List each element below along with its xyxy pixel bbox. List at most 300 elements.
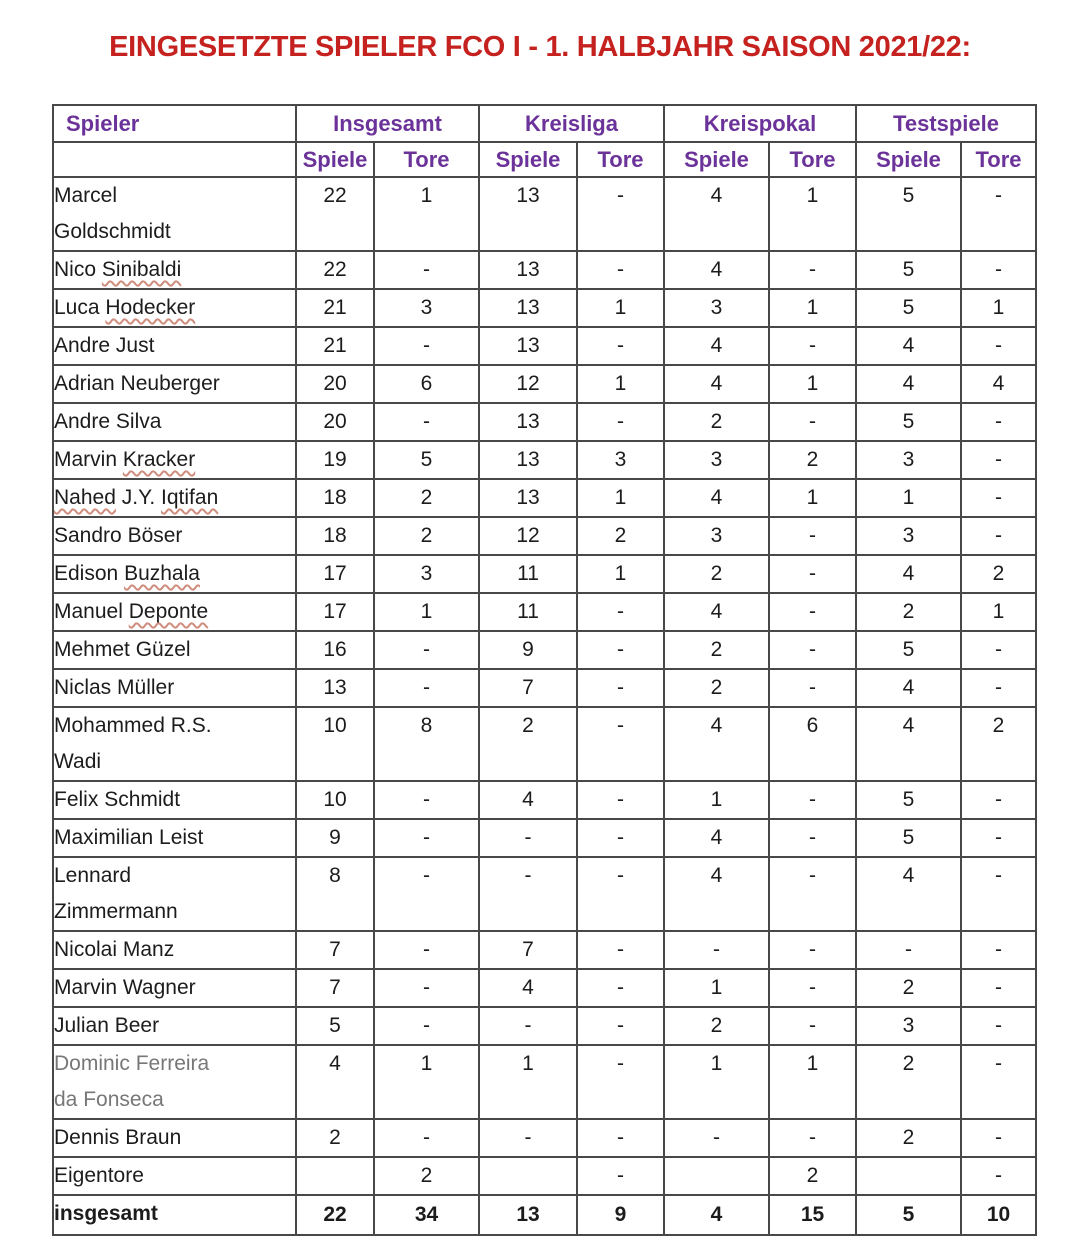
name-word: Müller <box>117 676 175 699</box>
stat-cell: 1 <box>856 479 961 517</box>
stat-cell: 1 <box>577 289 664 327</box>
player-name-cell <box>53 1157 296 1195</box>
name-word: Wagner <box>122 976 196 999</box>
table-row <box>53 479 1036 517</box>
stat-cell: 2 <box>961 707 1036 781</box>
name-word: insgesamt <box>54 1202 158 1225</box>
name-word: da <box>54 1088 78 1111</box>
stat-cell: - <box>577 1007 664 1045</box>
name-word: Andre <box>54 410 111 433</box>
stat-cell: - <box>374 1119 479 1157</box>
stat-cell: 4 <box>856 365 961 403</box>
stat-cell: 3 <box>856 517 961 555</box>
stat-cell: 7 <box>479 931 577 969</box>
player-name-cell <box>53 289 296 327</box>
stat-cell: 5 <box>856 819 961 857</box>
stat-cell: - <box>961 819 1036 857</box>
stat-cell: - <box>961 517 1036 555</box>
stat-cell: 2 <box>577 517 664 555</box>
stat-cell: - <box>374 819 479 857</box>
stat-cell: - <box>577 969 664 1007</box>
stat-cell: 7 <box>296 969 374 1007</box>
stat-cell: 5 <box>856 289 961 327</box>
stat-cell: 10 <box>296 781 374 819</box>
name-word: Dennis <box>54 1126 120 1149</box>
totals-row <box>53 1195 1036 1235</box>
stat-cell: 8 <box>374 707 479 781</box>
player-name-cell <box>53 931 296 969</box>
stat-cell: 3 <box>856 441 961 479</box>
name-word: Braun <box>125 1126 182 1149</box>
player-name-cell <box>53 669 296 707</box>
stat-cell: - <box>374 931 479 969</box>
stat-cell: 5 <box>856 631 961 669</box>
stat-cell: - <box>769 931 856 969</box>
group-header-insgesamt: Insgesamt <box>296 105 479 142</box>
stat-cell: 13 <box>479 289 577 327</box>
stat-cell: 11 <box>479 555 577 593</box>
stat-cell: 4 <box>664 251 769 289</box>
stat-cell: 5 <box>856 251 961 289</box>
stat-cell: 2 <box>961 555 1036 593</box>
stat-cell: - <box>769 593 856 631</box>
stat-cell: 22 <box>296 177 374 251</box>
table-row <box>53 177 1036 251</box>
stat-cell: - <box>961 177 1036 251</box>
stat-cell: - <box>577 1045 664 1119</box>
subheader-spiele: Spiele <box>664 142 769 177</box>
name-word: Fonseca <box>83 1088 164 1111</box>
stat-cell: - <box>769 327 856 365</box>
stat-cell: 4 <box>664 707 769 781</box>
table-row <box>53 819 1036 857</box>
stat-cell: 2 <box>479 707 577 781</box>
stat-cell: - <box>769 969 856 1007</box>
stat-cell: 11 <box>479 593 577 631</box>
stat-cell: - <box>577 819 664 857</box>
name-word: Zimmermann <box>54 900 178 923</box>
stat-cell: - <box>577 931 664 969</box>
stat-cell: 13 <box>479 251 577 289</box>
stat-cell: - <box>769 517 856 555</box>
player-name-cell <box>53 1045 296 1119</box>
stat-cell: 4 <box>664 177 769 251</box>
stat-cell: 12 <box>479 517 577 555</box>
stat-cell: 3 <box>374 555 479 593</box>
stat-cell: - <box>769 1119 856 1157</box>
stat-cell: 1 <box>479 1045 577 1119</box>
stat-cell: 1 <box>961 593 1036 631</box>
stat-cell: - <box>961 441 1036 479</box>
stat-cell: - <box>769 403 856 441</box>
stat-cell: 4 <box>856 669 961 707</box>
name-word: Niclas <box>54 676 112 699</box>
stat-cell: - <box>961 631 1036 669</box>
name-word: Sandro <box>54 524 122 547</box>
table-row <box>53 781 1036 819</box>
name-word: Beer <box>114 1014 160 1037</box>
stat-cell: 22 <box>296 1195 374 1235</box>
player-name-cell <box>53 441 296 479</box>
stat-cell: - <box>961 1157 1036 1195</box>
stat-cell: - <box>479 819 577 857</box>
table-row <box>53 1007 1036 1045</box>
stat-cell: - <box>961 969 1036 1007</box>
player-name-cell <box>53 365 296 403</box>
name-word: Julian <box>54 1014 109 1037</box>
stat-cell: 34 <box>374 1195 479 1235</box>
stat-cell: 2 <box>664 669 769 707</box>
players-table <box>52 104 1037 1236</box>
stat-cell: 7 <box>296 931 374 969</box>
name-word: Wadi <box>54 750 102 773</box>
table-row <box>53 403 1036 441</box>
player-name-cell <box>53 177 296 251</box>
stat-cell: 9 <box>577 1195 664 1235</box>
stat-cell: - <box>769 555 856 593</box>
stat-cell: 9 <box>296 819 374 857</box>
stat-cell: - <box>577 593 664 631</box>
sub-header-row <box>53 142 1036 177</box>
name-word: Dominic <box>54 1052 130 1075</box>
stat-cell: - <box>577 631 664 669</box>
stat-cell: 1 <box>664 1045 769 1119</box>
stat-cell: - <box>961 1007 1036 1045</box>
stat-cell: - <box>961 251 1036 289</box>
name-word: Edison <box>54 562 119 585</box>
stat-cell: 3 <box>577 441 664 479</box>
stat-cell: 1 <box>769 1045 856 1119</box>
stat-cell: - <box>374 1007 479 1045</box>
stat-cell: - <box>961 669 1036 707</box>
stat-cell: 19 <box>296 441 374 479</box>
stat-cell: 8 <box>296 857 374 931</box>
stat-cell: - <box>961 403 1036 441</box>
player-name-cell <box>53 857 296 931</box>
stat-cell: 2 <box>664 631 769 669</box>
stat-cell: 7 <box>479 669 577 707</box>
stat-cell: 13 <box>479 1195 577 1235</box>
stat-cell: - <box>769 669 856 707</box>
stat-cell: - <box>374 327 479 365</box>
misspelled-word: Kracker <box>122 448 196 471</box>
stat-cell: 5 <box>856 403 961 441</box>
player-name-cell <box>53 593 296 631</box>
subheader-spiele: Spiele <box>856 142 961 177</box>
stat-cell: 17 <box>296 555 374 593</box>
table-row <box>53 707 1036 781</box>
name-word: Marvin <box>54 448 118 471</box>
stat-cell: - <box>577 707 664 781</box>
stat-cell: - <box>577 1157 664 1195</box>
player-name-cell <box>53 707 296 781</box>
stat-cell: - <box>374 403 479 441</box>
name-word: R.S. <box>170 714 212 737</box>
stat-cell: 1 <box>769 289 856 327</box>
table-row <box>53 857 1036 931</box>
stat-cell: 2 <box>769 1157 856 1195</box>
name-word: Felix <box>54 788 99 811</box>
stat-cell: 9 <box>479 631 577 669</box>
stat-cell: 2 <box>374 517 479 555</box>
stat-cell: 1 <box>374 177 479 251</box>
player-name-cell <box>53 327 296 365</box>
table-row <box>53 1157 1036 1195</box>
table-row <box>53 441 1036 479</box>
stat-cell: 6 <box>374 365 479 403</box>
player-name-cell <box>53 479 296 517</box>
stat-cell: 13 <box>479 327 577 365</box>
stat-cell: - <box>374 251 479 289</box>
misspelled-word: Hodecker <box>105 296 196 319</box>
stat-cell: 4 <box>479 781 577 819</box>
name-word: Adrian <box>54 372 115 395</box>
stat-cell: 5 <box>296 1007 374 1045</box>
stat-cell: 4 <box>856 707 961 781</box>
misspelled-word: Iqtifan <box>161 486 219 509</box>
stat-cell: - <box>374 631 479 669</box>
stat-cell: 4 <box>664 819 769 857</box>
stat-cell: 2 <box>374 479 479 517</box>
name-word: Silva <box>115 410 162 433</box>
stat-cell <box>856 1157 961 1195</box>
subheader-tore: Tore <box>769 142 856 177</box>
stat-cell: - <box>961 1119 1036 1157</box>
name-word: Böser <box>127 524 183 547</box>
table-row <box>53 555 1036 593</box>
stat-cell: 2 <box>664 1007 769 1045</box>
stat-cell: 1 <box>769 365 856 403</box>
name-word: Luca <box>54 296 100 319</box>
stat-cell: 5 <box>374 441 479 479</box>
stat-cell: 1 <box>664 969 769 1007</box>
empty-header-cell <box>53 142 296 177</box>
stat-cell: - <box>577 177 664 251</box>
table-row <box>53 289 1036 327</box>
table-row <box>53 969 1036 1007</box>
stat-cell: 13 <box>479 441 577 479</box>
stat-cell: 4 <box>664 1195 769 1235</box>
stat-cell: 10 <box>296 707 374 781</box>
stat-cell: - <box>769 819 856 857</box>
name-word: Mohammed <box>54 714 165 737</box>
stat-cell: 2 <box>296 1119 374 1157</box>
player-name-cell <box>53 251 296 289</box>
stat-cell: - <box>374 969 479 1007</box>
name-word: Nico <box>54 258 97 281</box>
stat-cell: 5 <box>856 781 961 819</box>
stat-cell: 20 <box>296 403 374 441</box>
name-word: Lennard <box>54 864 132 887</box>
stat-cell: - <box>856 931 961 969</box>
name-word: Manuel <box>54 600 123 623</box>
player-name-cell <box>53 555 296 593</box>
stat-cell: - <box>961 479 1036 517</box>
name-word: Goldschmidt <box>54 220 171 243</box>
stat-cell: - <box>374 669 479 707</box>
player-name-cell <box>53 631 296 669</box>
misspelled-word: Nahed <box>54 486 116 509</box>
stat-cell: 5 <box>856 177 961 251</box>
subheader-tore: Tore <box>961 142 1036 177</box>
stat-cell: - <box>961 781 1036 819</box>
stat-cell: 1 <box>577 555 664 593</box>
stat-cell: 4 <box>479 969 577 1007</box>
stat-cell: 1 <box>374 593 479 631</box>
stat-cell: 1 <box>961 289 1036 327</box>
player-name-cell <box>53 969 296 1007</box>
stat-cell: 3 <box>664 517 769 555</box>
stat-cell: 16 <box>296 631 374 669</box>
stat-cell: 21 <box>296 289 374 327</box>
totals-label-cell <box>53 1195 296 1235</box>
misspelled-word: Sinibaldi <box>101 258 182 281</box>
stat-cell <box>664 1157 769 1195</box>
stat-cell: - <box>961 327 1036 365</box>
stat-cell: - <box>769 1007 856 1045</box>
table-row <box>53 251 1036 289</box>
stat-cell: 2 <box>769 441 856 479</box>
stat-cell: - <box>577 403 664 441</box>
stat-cell: - <box>577 327 664 365</box>
stat-cell: 4 <box>961 365 1036 403</box>
name-word: Manz <box>122 938 175 961</box>
name-word: Andre <box>54 334 111 357</box>
stat-cell: 3 <box>374 289 479 327</box>
table-row <box>53 1119 1036 1157</box>
stat-cell: 2 <box>856 593 961 631</box>
name-word: Güzel <box>135 638 191 661</box>
stat-cell: 13 <box>479 479 577 517</box>
stat-cell: - <box>577 857 664 931</box>
stat-cell: 1 <box>769 479 856 517</box>
stat-cell <box>479 1157 577 1195</box>
page-title: EINGESETZTE SPIELER FCO I - 1. HALBJAHR SAISON 2021/22: <box>109 31 971 63</box>
name-word: Leist <box>159 826 204 849</box>
stat-cell: - <box>664 1119 769 1157</box>
stat-cell: - <box>374 781 479 819</box>
table-row <box>53 517 1036 555</box>
stat-cell: 13 <box>479 403 577 441</box>
group-header-testspiele: Testspiele <box>856 105 1036 142</box>
stat-cell: - <box>479 857 577 931</box>
stat-cell: - <box>479 1119 577 1157</box>
name-word: Maximilian <box>54 826 154 849</box>
stat-cell: 4 <box>664 857 769 931</box>
stat-cell: 4 <box>296 1045 374 1119</box>
stat-cell: 1 <box>664 781 769 819</box>
table-row <box>53 669 1036 707</box>
stat-cell: - <box>577 1119 664 1157</box>
table-row <box>53 1045 1036 1119</box>
stat-cell: 2 <box>856 1045 961 1119</box>
name-word: Mehmet <box>54 638 130 661</box>
stat-cell: 3 <box>664 289 769 327</box>
stat-cell: 13 <box>479 177 577 251</box>
stat-cell: 22 <box>296 251 374 289</box>
player-name-cell <box>53 403 296 441</box>
stat-cell: - <box>577 781 664 819</box>
subheader-spiele: Spiele <box>296 142 374 177</box>
stat-cell: 12 <box>479 365 577 403</box>
stat-cell: 4 <box>664 479 769 517</box>
stat-cell: 5 <box>856 1195 961 1235</box>
stat-cell: - <box>769 631 856 669</box>
stat-cell: 2 <box>856 969 961 1007</box>
player-name-cell <box>53 819 296 857</box>
stat-cell: - <box>577 251 664 289</box>
table-row <box>53 593 1036 631</box>
name-word: Eigentore <box>54 1164 144 1187</box>
name-word: Ferreira <box>135 1052 210 1075</box>
column-header-spieler: Spieler <box>53 105 296 142</box>
stat-cell: - <box>664 931 769 969</box>
stat-cell: 3 <box>664 441 769 479</box>
group-header-kreisliga: Kreisliga <box>479 105 664 142</box>
stat-cell: 18 <box>296 517 374 555</box>
stat-cell <box>296 1157 374 1195</box>
stat-cell: 21 <box>296 327 374 365</box>
stat-cell: 13 <box>296 669 374 707</box>
stat-cell: - <box>374 857 479 931</box>
name-word: J.Y. <box>121 486 156 509</box>
stat-cell: 2 <box>856 1119 961 1157</box>
group-header-kreispokal: Kreispokal <box>664 105 856 142</box>
stat-cell: 10 <box>961 1195 1036 1235</box>
stat-cell: 3 <box>856 1007 961 1045</box>
table-row <box>53 327 1036 365</box>
stat-cell: 4 <box>856 857 961 931</box>
player-name-cell <box>53 1007 296 1045</box>
stat-cell: 4 <box>856 327 961 365</box>
stat-cell: 2 <box>664 555 769 593</box>
stat-cell: - <box>961 1045 1036 1119</box>
subheader-tore: Tore <box>374 142 479 177</box>
table-row <box>53 931 1036 969</box>
stat-cell: 18 <box>296 479 374 517</box>
stat-cell: 4 <box>664 593 769 631</box>
stat-cell: 20 <box>296 365 374 403</box>
table-row <box>53 365 1036 403</box>
stat-cell: 4 <box>856 555 961 593</box>
name-word: Nicolai <box>54 938 118 961</box>
stat-cell: 1 <box>374 1045 479 1119</box>
stat-cell: - <box>577 669 664 707</box>
subheader-tore: Tore <box>577 142 664 177</box>
name-word: Neuberger <box>120 372 220 395</box>
player-name-cell <box>53 781 296 819</box>
name-word: Schmidt <box>104 788 181 811</box>
stat-cell: - <box>769 781 856 819</box>
stat-cell: 17 <box>296 593 374 631</box>
stat-cell: 6 <box>769 707 856 781</box>
stat-cell: 1 <box>577 365 664 403</box>
stat-cell: - <box>961 931 1036 969</box>
stat-cell: 1 <box>769 177 856 251</box>
misspelled-word: Deponte <box>128 600 209 623</box>
player-name-cell <box>53 517 296 555</box>
group-header-row <box>53 105 1036 142</box>
stat-cell: 15 <box>769 1195 856 1235</box>
stat-cell: 2 <box>664 403 769 441</box>
stat-cell: 4 <box>664 327 769 365</box>
stat-cell: 1 <box>577 479 664 517</box>
misspelled-word: Buzhala <box>124 562 200 585</box>
name-word: Marvin <box>54 976 118 999</box>
table-row <box>53 631 1036 669</box>
subheader-spiele: Spiele <box>479 142 577 177</box>
player-name-cell <box>53 1119 296 1157</box>
